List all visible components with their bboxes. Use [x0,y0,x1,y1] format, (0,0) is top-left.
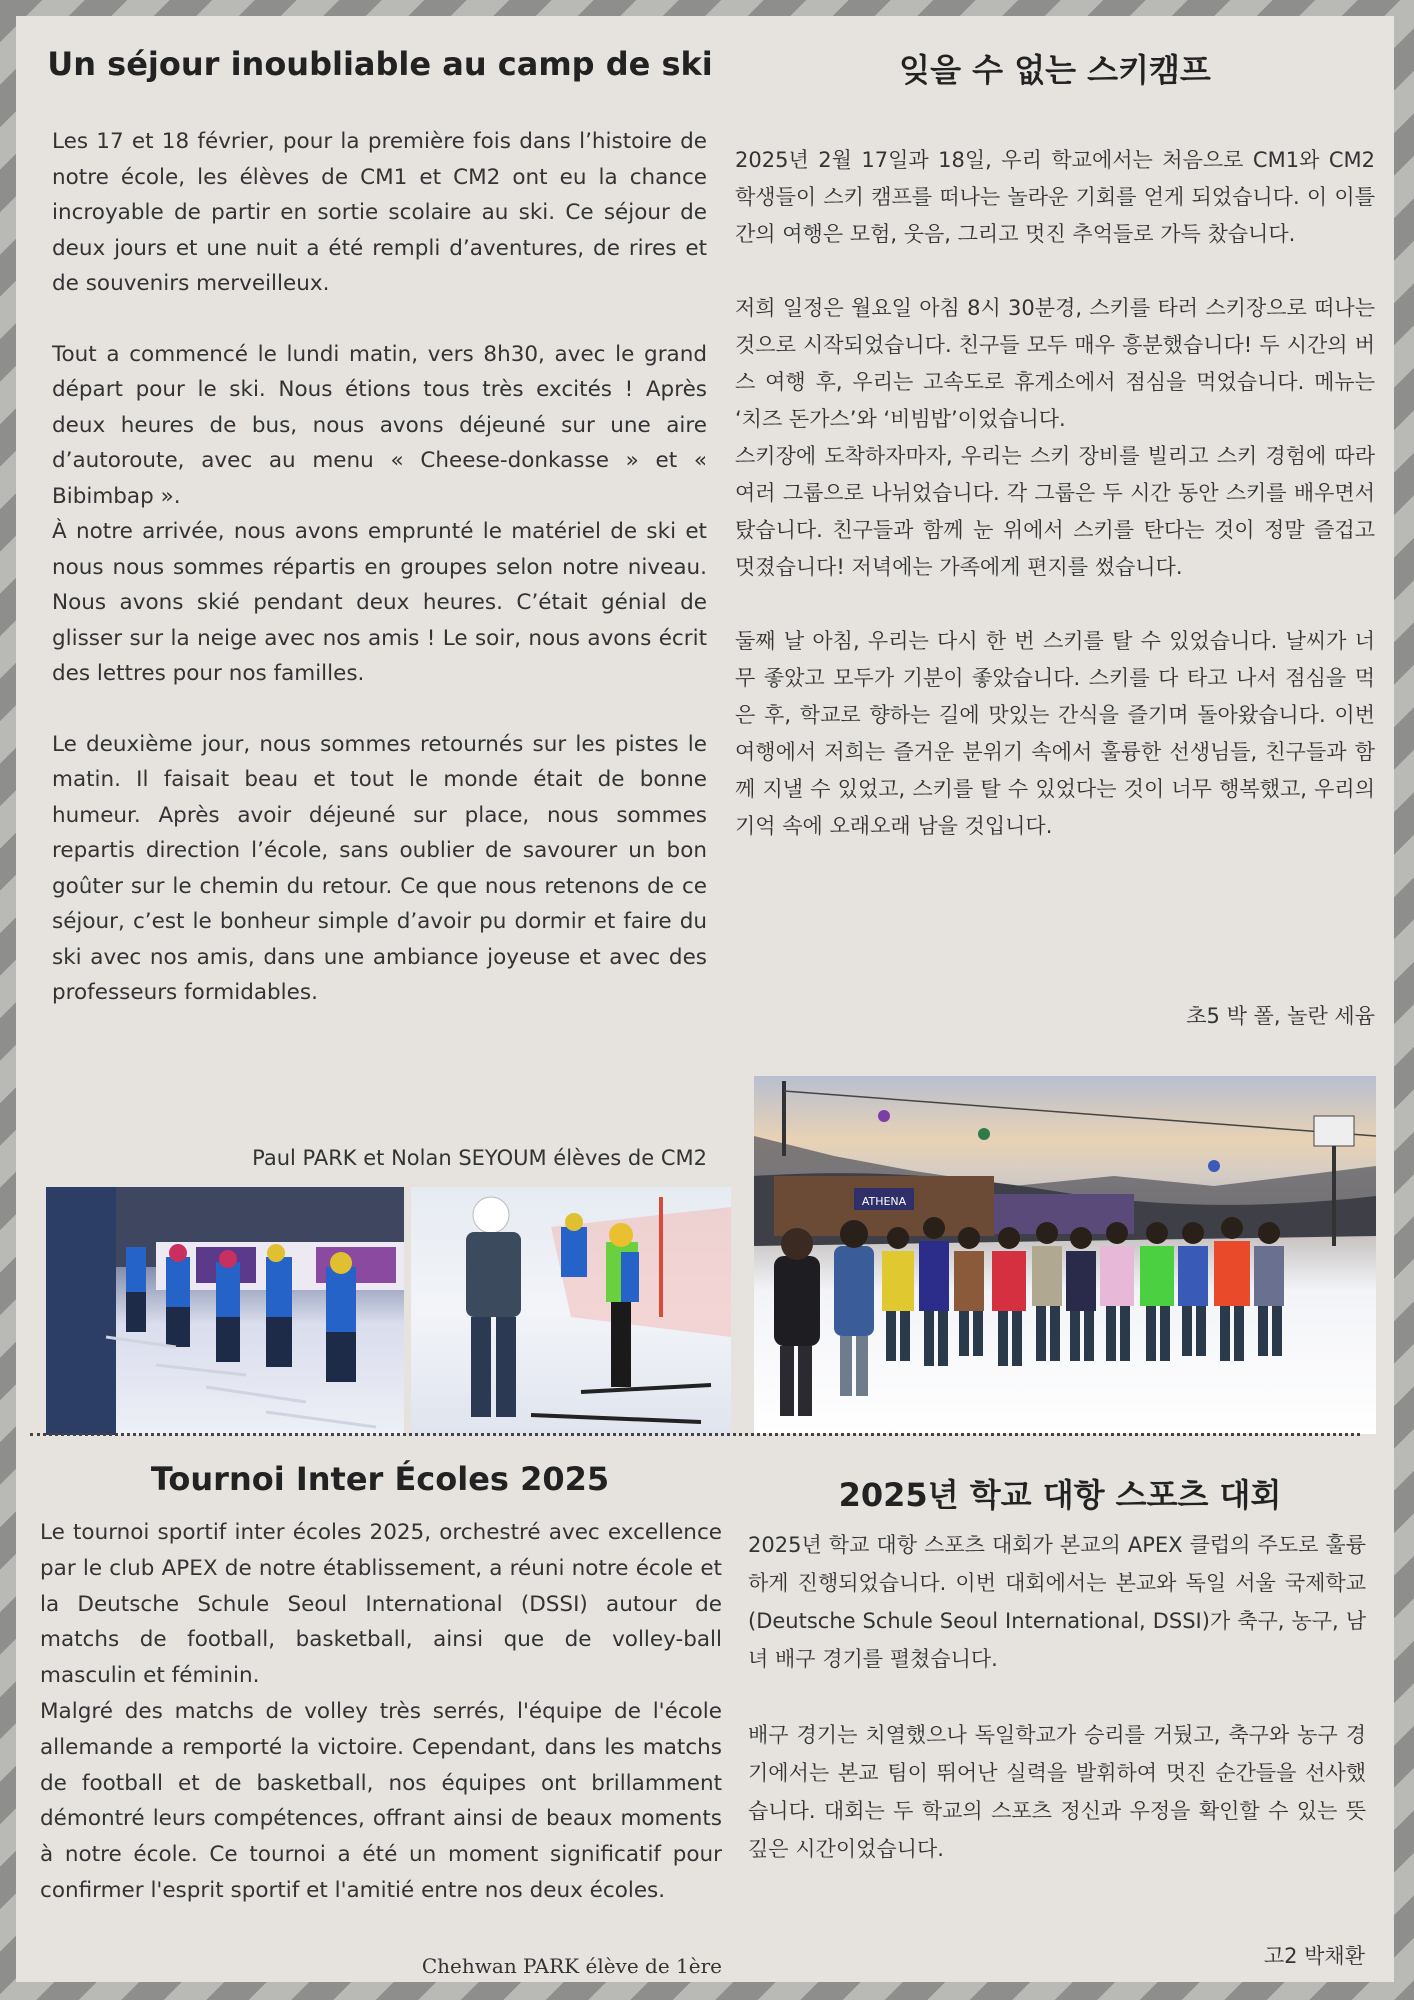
fr-tournoi-author: Chehwan PARK élève de 1ère [421,1954,722,1978]
photo-ski-resort-group [754,1076,1376,1434]
dotted-divider [30,1433,1360,1436]
ko-ski-paragraph-4: 둘째 날 아침, 우리는 다시 한 번 스키를 탈 수 있었습니다. 날씨가 너무 좋았고 모두가 기분이 좋았습니다. 스키를 다 타고 나서 점심을 먹은 후, 학교로 향하는 길에 맛있는 간식을 즐기며 돌아왔습니다. 이번 여행에서 저희는 즐거운 분위기 속에서 훌륭한 선생님들, 친구들과 함께 지낼 수 있었고, 스키를 탈 수 있었다는 것이 너무 행복했고, 우리의 기억 속에 오래오래 남을 것입니다. [735,629,1375,838]
ko-ski-body [735,142,1375,845]
photo-ski-instructor [411,1187,731,1435]
fr-ski-title: Un séjour inoubliable au camp de ski [47,45,713,83]
photo-ski-resort-group-art [754,1076,1376,1434]
ko-ski-paragraph-2: 저희 일정은 월요일 아침 8시 30분경, 스키를 타러 스키장으로 떠나는 것으로 시작되었습니다. 친구들 모두 매우 흥분했습니다! 두 시간의 버스 여행 후, 우리는 고속도로 휴게소에서 점심을 먹었습니다. 메뉴는 ‘치즈 돈가스’와 ‘비빔밥’이었습니다. [735,296,1375,431]
ko-tournoi-title: 2025년 학교 대항 스포츠 대회 [838,1476,1282,1514]
fr-tournoi-body [40,1515,722,1909]
fr-tournoi-paragraph-1: Le tournoi sportif inter écoles 2025, orchestré avec excellence par le club APEX de notre établissement, a réuni notre école et la Deutsche Schule Seoul International (DSSI) autour de matchs de football, basketball, ainsi que de volley-ball masculin et féminin. [40,1520,722,1689]
fr-ski-body [52,124,707,1011]
ko-ski-title: 잊을 수 없는 스키캠프 [899,51,1211,89]
fr-ski-author: Paul PARK et Nolan SEYOUM élèves de CM2 [252,1146,707,1170]
fr-ski-paragraph-4: Le deuxième jour, nous sommes retournés sur les pistes le matin. Il faisait beau et tout le monde était de bonne humeur. Après avoir déjeuné sur place, nous sommes repartis direction l’école, sans oublier de savourer un bon goûter sur le chemin du retour. Ce que nous retenons de ce séjour, c’est le bonheur simple d’avoir pu dormir et faire du ski avec nos amis, dans une ambiance joyeuse et avec des professeurs formidables. [52,731,707,1005]
ko-tournoi-paragraph-2: 배구 경기는 치열했으나 독일학교가 승리를 거뒀고, 축구와 농구 경기에서는 본교 팀이 뛰어난 실력을 발휘하여 멋진 순간들을 선사했습니다. 대회는 두 학교의 스포츠 정신과 우정을 확인할 수 있는 뜻 깊은 시간이었습니다. [748,1723,1366,1861]
fr-tournoi-title: Tournoi Inter Écoles 2025 [150,1460,610,1498]
ko-ski-author: 초5 박 폴, 놀란 세윰 [1186,1004,1375,1028]
fr-ski-paragraph-1: Les 17 et 18 février, pour la première fois dans l’histoire de notre école, les élèves de CM1 et CM2 ont eu la chance incroyable de partir en sortie scolaire au ski. Ce séjour de deux jours et une nuit a été rempli d’aventures, de rires et de souvenirs merveilleux. [52,129,707,296]
ko-ski-paragraph-1: 2025년 2월 17일과 18일, 우리 학교에서는 처음으로 CM1와 CM2 학생들이 스키 캠프를 떠나는 놀라운 기회를 얻게 되었습니다. 이 이틀간의 여행은 모험, 웃음, 그리고 멋진 추억들로 가득 찼습니다. [735,148,1375,246]
ko-ski-paragraph-3: 스키장에 도착하자마자, 우리는 스키 장비를 빌리고 스키 경험에 따라 여러 그룹으로 나뉘었습니다. 각 그룹은 두 시간 동안 스키를 배우면서 탔습니다. 친구들과 함께 눈 위에서 스키를 탄다는 것이 정말 즐겁고 멋졌습니다! 저녁에는 가족에게 편지를 썼습니다. [735,444,1375,579]
ko-tournoi-paragraph-1: 2025년 학교 대항 스포츠 대회가 본교의 APEX 클럽의 주도로 훌륭하게 진행되었습니다. 이번 대회에서는 본교와 독일 서울 국제학교(Deutsche Schule Seoul International, DSSI)가 축구, 농구, 남녀 배구 경기를 펼쳤습니다. [748,1533,1366,1671]
ko-tournoi-body [748,1526,1366,1868]
resort-sign-text: ATHENA [861,1195,907,1208]
photo-ski-group-line [46,1187,404,1435]
photo-ski-instructor-art [411,1187,731,1435]
fr-ski-paragraph-3: À notre arrivée, nous avons emprunté le matériel de ski et nous nous sommes répartis en groupes selon notre niveau. Nous avons skié pendant deux heures. C’était génial de glisser sur la neige avec nos amis ! Le soir, nous avons écrit des lettres pour nos familles. [52,519,707,686]
photo-ski-group-line-art [46,1187,404,1435]
fr-tournoi-paragraph-2: Malgré des matchs de volley très serrés, l'équipe de l'école allemande a remporté la victoire. Cependant, dans les matchs de football et de basketball, nos équipes ont brillamment démontré leurs compétences, offrant ainsi de beaux moments à notre école. Ce tournoi a été un moment significatif pour confirmer l'esprit sportif et l'amitié entre nos deux écoles. [40,1698,722,1903]
ko-tournoi-author: 고2 박채환 [1263,1944,1365,1968]
fr-ski-paragraph-2: Tout a commencé le lundi matin, vers 8h30, avec le grand départ pour le ski. Nous étions tous très excités ! Après deux heures de bus, nous avons déjeuné sur une aire d’autoroute, avec au menu « Cheese-donkasse » et « Bibimbap ». [52,341,707,509]
